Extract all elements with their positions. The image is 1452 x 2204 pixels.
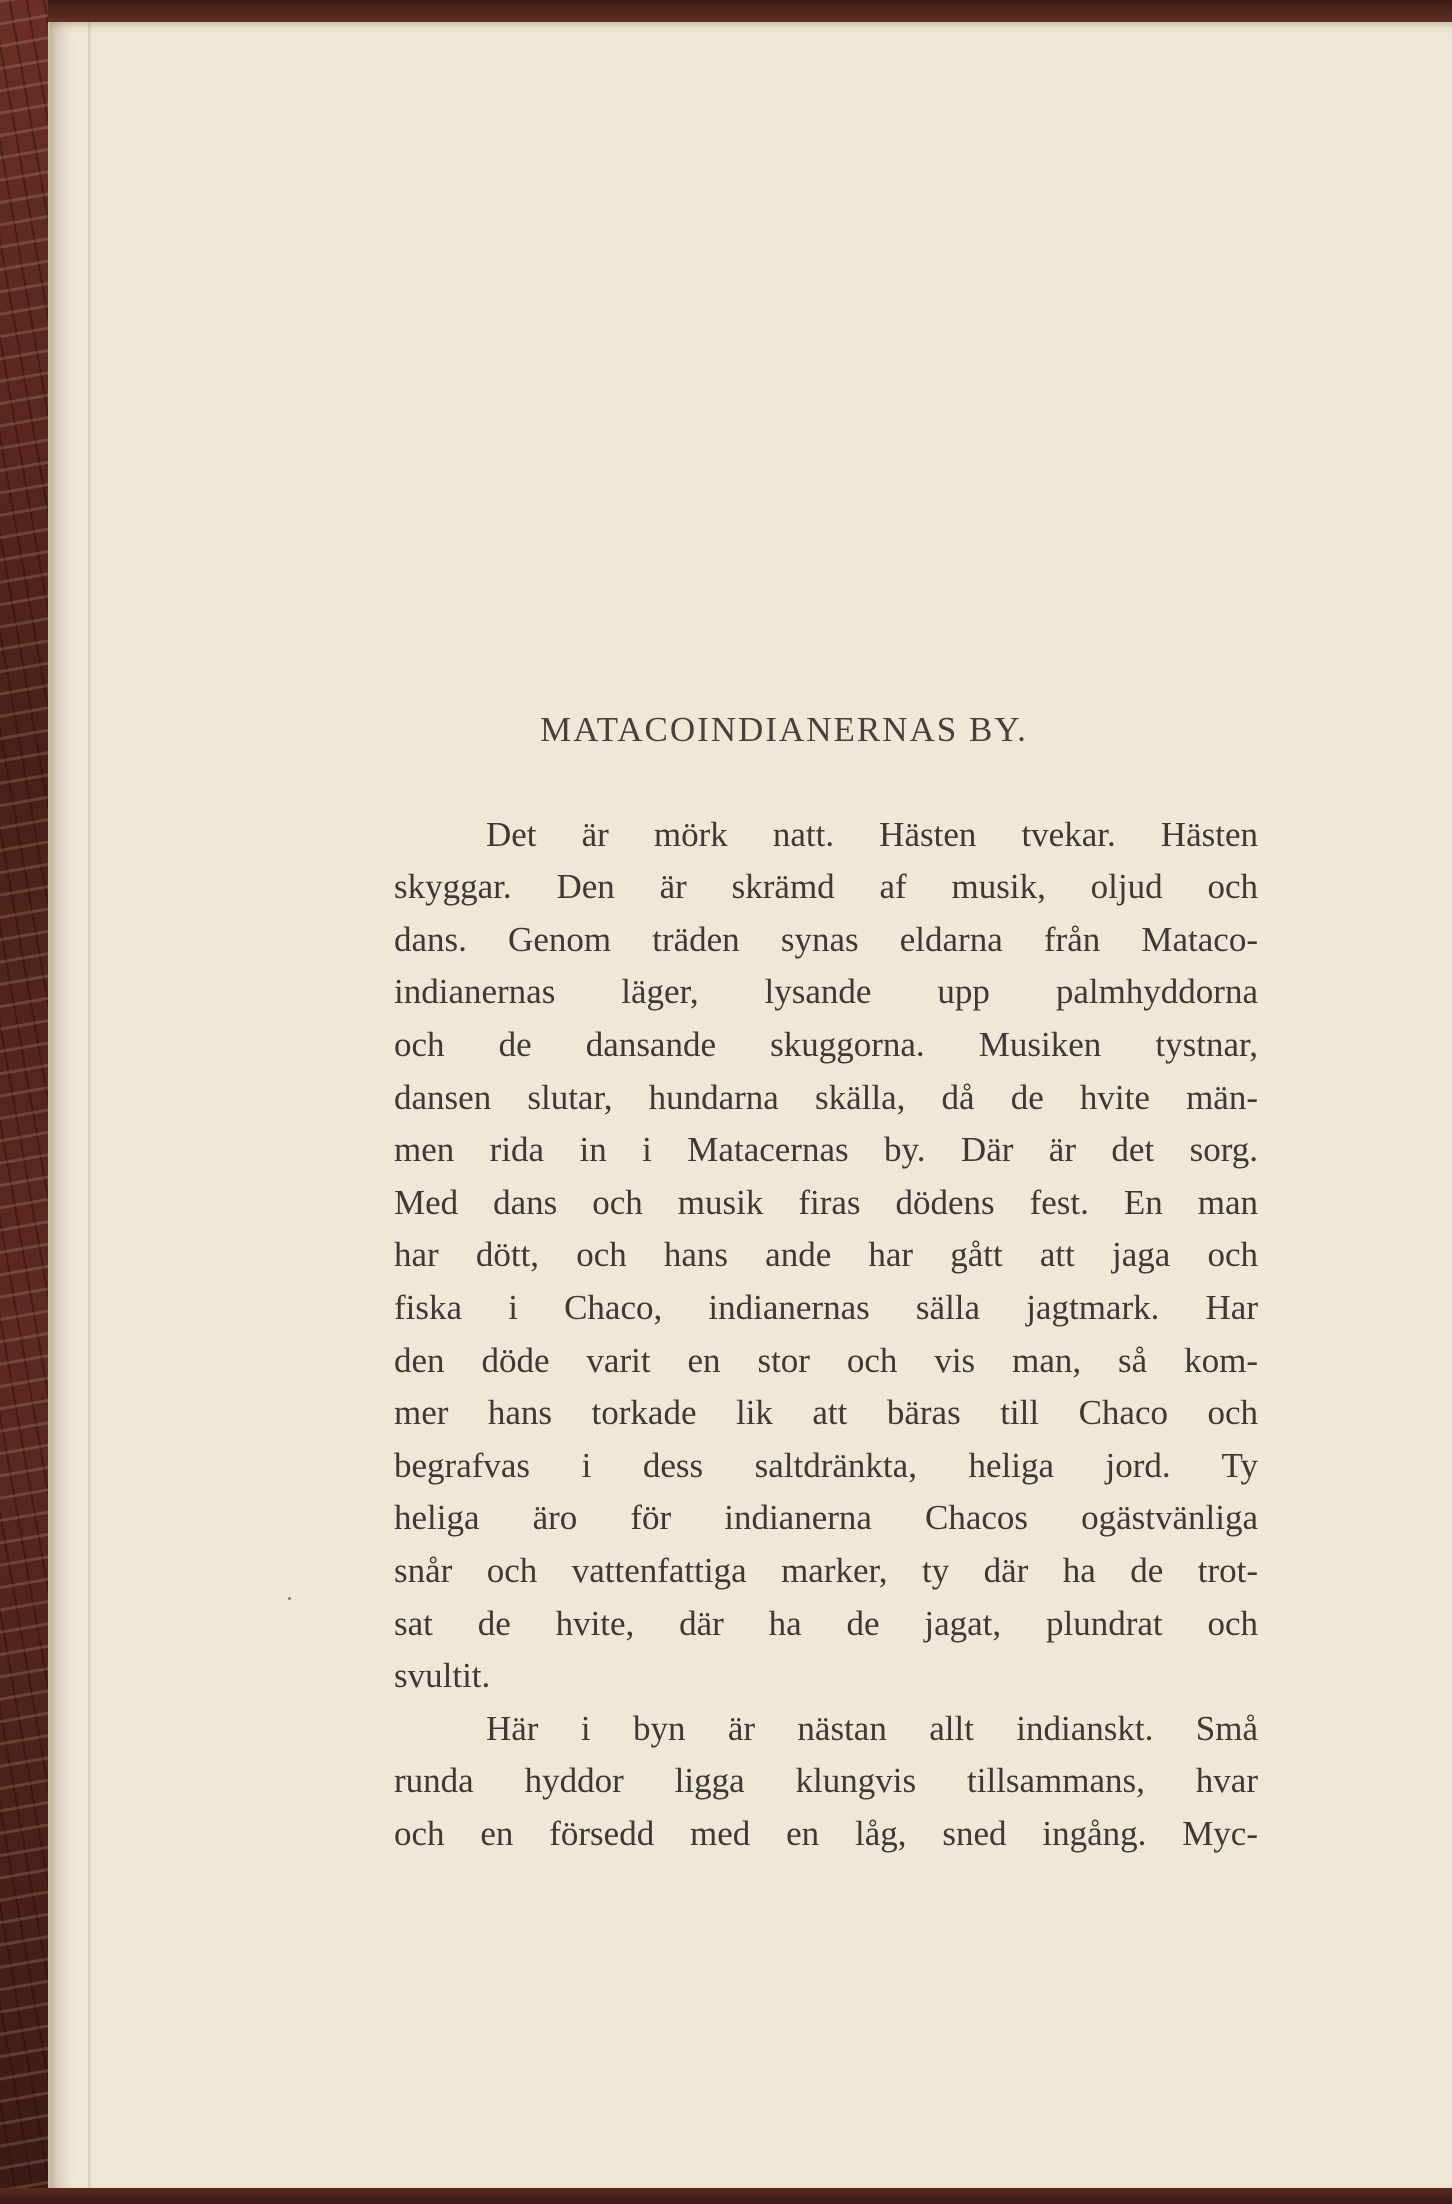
text-line: och en försedd med en låg, sned ingång. Myc-	[394, 1813, 1258, 1853]
text-line: Det är mörk natt. Hästen tvekar. Hästen	[486, 814, 1258, 854]
text-line: svultit.	[394, 1656, 491, 1696]
text-line: den döde varit en stor och vis man, så kom-	[394, 1340, 1258, 1380]
text-line: men rida in i Matacernas by. Där är det sorg.	[394, 1130, 1258, 1170]
text-line: och de dansande skuggorna. Musiken tystnar,	[394, 1024, 1258, 1064]
page-gutter	[88, 22, 92, 2192]
paragraph-1	[302, 809, 1258, 1703]
page-text	[302, 704, 1258, 1860]
text-line: mer hans torkade lik att bäras till Chaco och	[394, 1393, 1258, 1433]
text-line: dansen slutar, hundarna skälla, då de hvite män-	[394, 1077, 1258, 1117]
text-line: dans. Genom träden synas eldarna från Mataco-	[394, 919, 1258, 959]
paper-speck	[288, 1597, 291, 1600]
text-line: har dött, och hans ande har gått att jaga och	[394, 1235, 1258, 1275]
text-line: heliga äro för indianerna Chacos ogästvänliga	[394, 1498, 1258, 1538]
paragraph-2	[302, 1703, 1258, 1861]
text-line: Här i byn är nästan allt indianskt. Små	[486, 1708, 1258, 1748]
text-line: runda hyddor ligga klungvis tillsammans, hvar	[394, 1761, 1258, 1801]
text-line: indianernas läger, lysande upp palmhyddorna	[394, 972, 1258, 1012]
text-line: sat de hvite, där ha de jagat, plundrat och	[394, 1603, 1258, 1643]
chapter-heading: MATACOINDIANERNAS BY.	[540, 710, 1028, 749]
text-line: fiska i Chaco, indianernas sälla jagtmark. Har	[394, 1287, 1258, 1327]
text-line: snår och vattenfattiga marker, ty där ha de trot-	[394, 1550, 1258, 1590]
bottom-edge-binding	[0, 2188, 1452, 2204]
marbled-binding	[0, 0, 48, 2204]
text-line: begrafvas i dess saltdränkta, heliga jord. Ty	[394, 1445, 1258, 1485]
text-line: Med dans och musik firas dödens fest. En man	[394, 1182, 1258, 1222]
text-line: skyggar. Den är skrämd af musik, oljud och	[394, 867, 1258, 907]
